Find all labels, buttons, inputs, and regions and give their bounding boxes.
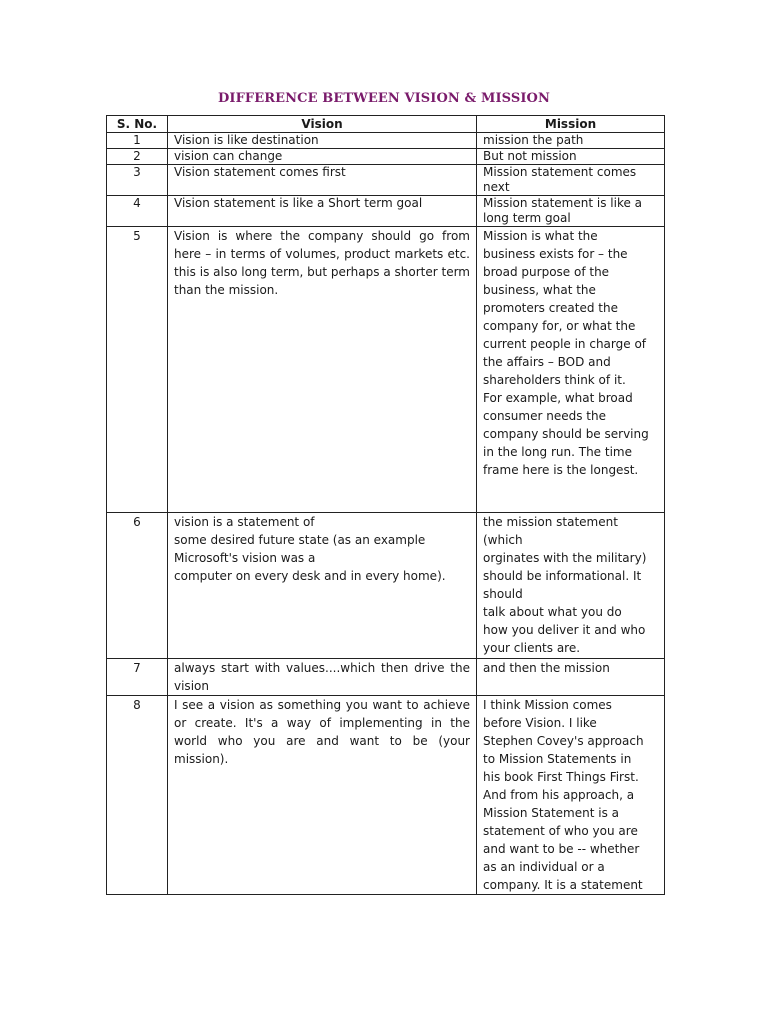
mission-cell: But not mission — [477, 149, 665, 165]
vision-cell: Vision is where the company should go from here – in terms of volumes, product markets etc. this is also long term, but perhaps a shorter term than the mission. — [168, 227, 477, 513]
vision-cell: vision can change — [168, 149, 477, 165]
row-number: 4 — [107, 196, 168, 227]
table-header-row — [107, 116, 665, 133]
table-row — [107, 696, 665, 895]
row-number: 8 — [107, 696, 168, 895]
mission-cell: and then the mission — [477, 659, 665, 696]
mission-cell: Mission statement is like a long term goal — [477, 196, 665, 227]
table-row — [107, 196, 665, 227]
table-row — [107, 227, 665, 513]
vision-cell: Vision is like destination — [168, 133, 477, 149]
mission-cell: Mission is what the business exists for – the broad purpose of the business, what the promoters created the company for, or what the current people in charge of the affairs – BOD and shareholders think of it. For example, what broad consumer needs the company should be serving in the long run. The time frame here is the longest. — [477, 227, 665, 513]
header-sno: S. No. — [107, 116, 168, 133]
header-vision: Vision — [168, 116, 477, 133]
table-row — [107, 165, 665, 196]
mission-cell: mission the path — [477, 133, 665, 149]
row-number: 7 — [107, 659, 168, 696]
row-number: 3 — [107, 165, 168, 196]
row-number: 6 — [107, 513, 168, 659]
table-row — [107, 133, 665, 149]
mission-cell: I think Mission comes before Vision. I like Stephen Covey's approach to Mission Statements in his book First Things First. And from his approach, a Mission Statement is a statement of who you are and want to be -- whether as an individual or a company. It is a statement — [477, 696, 665, 895]
row-number: 1 — [107, 133, 168, 149]
vision-cell: Vision statement comes first — [168, 165, 477, 196]
vision-cell: always start with values....which then drive the vision — [168, 659, 477, 696]
page-title: DIFFERENCE BETWEEN VISION & MISSION — [218, 91, 550, 106]
mission-cell: Mission statement comes next — [477, 165, 665, 196]
row-number: 5 — [107, 227, 168, 513]
header-mission: Mission — [477, 116, 665, 133]
table-row — [107, 149, 665, 165]
row-number: 2 — [107, 149, 168, 165]
vision-cell: I see a vision as something you want to achieve or create. It's a way of implementing in the world who you are and want to be (your mission). — [168, 696, 477, 895]
mission-cell: the mission statement (which orginates with the military) should be informational. It should talk about what you do how you deliver it and who your clients are. — [477, 513, 665, 659]
table-row — [107, 513, 665, 659]
table-row — [107, 659, 665, 696]
vision-cell: vision is a statement of some desired future state (as an example Microsoft's vision was a computer on every desk and in every home). — [168, 513, 477, 659]
vision-mission-table — [106, 115, 665, 895]
vision-cell: Vision statement is like a Short term goal — [168, 196, 477, 227]
